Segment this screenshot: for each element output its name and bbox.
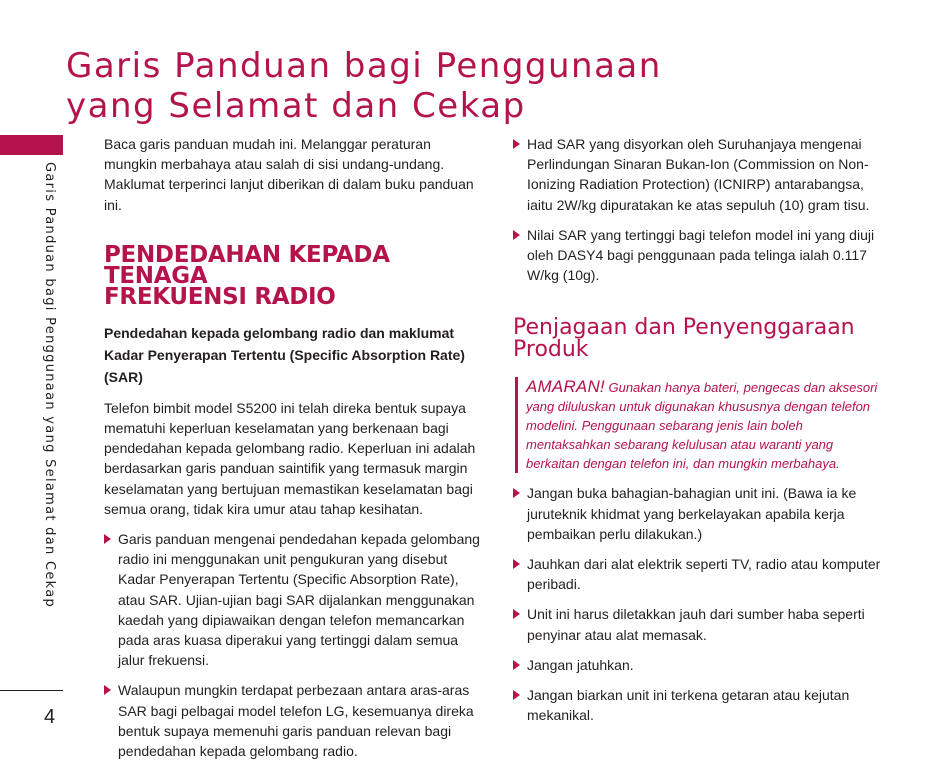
page-title <box>66 46 662 126</box>
list-item-text: Jangan jatuhkan. <box>527 656 634 673</box>
list-item-text: Nilai SAR yang tertinggi bagi telefon model ini yang diuji oleh DASY4 bagi penggunaan pada telinga ialah 0.117 W/kg (10g). <box>527 226 875 284</box>
list-item <box>513 554 883 594</box>
list-item-text: Jangan biarkan unit ini terkena getaran atau kejutan mekanikal. <box>527 687 850 724</box>
page-title-line-2: yang Selamat dan Cekap <box>66 86 526 126</box>
bullet-triangle-icon <box>513 690 520 700</box>
bullet-triangle-icon <box>513 139 520 149</box>
bullet-triangle-icon <box>513 559 520 569</box>
list-item-text: Jangan buka bahagian-bahagian unit ini. (Bawa ia ke juruteknik khidmat yang berkelayakan apabila kerja pembaikan perlu dilakukan.) <box>527 485 857 542</box>
sidebar-divider <box>0 690 63 691</box>
sar-bullet-list <box>513 134 883 285</box>
bullet-triangle-icon <box>104 685 111 695</box>
list-item <box>513 655 883 675</box>
intro-paragraph: Baca garis panduan mudah ini. Melanggar peraturan mungkin merbahaya atau salah di sisi undang-undang. Maklumat terperinci lanjut diberikan di dalam buku panduan ini. <box>104 136 474 213</box>
warning-label: AMARAN! <box>526 377 605 397</box>
rf-exposure-heading <box>104 241 484 310</box>
list-item <box>104 680 484 761</box>
rf-exposure-heading-line-1: PENDEDAHAN KEPADA TENAGA <box>104 241 390 289</box>
page-number: 4 <box>44 706 56 728</box>
list-item <box>513 225 883 286</box>
warning-box <box>515 377 883 473</box>
left-column <box>104 134 484 771</box>
bullet-triangle-icon <box>513 609 520 619</box>
list-item-text: Garis panduan mengenai pendedahan kepada gelombang radio ini menggunakan unit pengukuran yang disebut Kadar Penyerapan Tertentu (Specific Absorption Rate), atau SAR. Ujian-ujian bagi SAR dijalankan menggunakan kaedah yang dipiawaikan dengan telefon memancarkan pada aras kuasa diperakui yang tertinggi dalam semua jalur frekuensi. <box>118 531 480 669</box>
list-item <box>513 483 883 544</box>
rf-exposure-heading-line-2: FREKUENSI RADIO <box>104 283 336 310</box>
product-care-heading-line-1: Penjagaan dan Penyenggaraan <box>513 315 855 341</box>
list-item-text: Jauhkan dari alat elektrik seperti TV, radio atau komputer peribadi. <box>527 556 881 593</box>
right-column <box>513 134 883 735</box>
list-item <box>104 529 484 670</box>
list-item <box>513 134 883 215</box>
warning-text: Gunakan hanya bateri, pengecas dan aksesori yang diluluskan untuk digunakan khususnya dengan telefon modelini. Penggunaan sebarang jenis lain boleh mentaksahkan sebarang kelulusan atau waranti yang berkaitan dengan telefon ini, dan mungkin merbahaya. <box>526 380 878 472</box>
page-title-line-1: Garis Panduan bagi Penggunaan <box>66 46 662 86</box>
bullet-triangle-icon <box>513 488 520 498</box>
list-item-text: Walaupun mungkin terdapat perbezaan antara aras-aras SAR bagi pelbagai model telefon LG, kesemuanya direka bentuk supaya memenuhi garis panduan relevan bagi pendedahan kepada gelombang radio. <box>118 682 474 760</box>
list-item-text: Had SAR yang disyorkan oleh Suruhanjaya mengenai Perlindungan Sinaran Bukan-Ion (Commission on Non-Ionizing Radiation Protection) (ICNIRP) antarabangsa, iaitu 2W/kg dipuratakan ke atas sepuluh (10) gram tisu. <box>527 136 870 213</box>
bullet-triangle-icon <box>513 660 520 670</box>
list-item <box>513 685 883 725</box>
sidebar-vertical-title: Garis Panduan bagi Penggunaan yang Selamat dan Cekap <box>42 162 57 609</box>
care-bullet-list <box>513 483 883 725</box>
bullet-triangle-icon <box>513 230 520 240</box>
product-care-heading-line-2: Produk <box>513 337 589 363</box>
list-item <box>513 604 883 644</box>
left-bullet-list <box>104 529 484 761</box>
sar-subheading: Pendedahan kepada gelombang radio dan maklumat Kadar Penyerapan Tertentu (Specific Absorption Rate) (SAR) <box>104 324 465 385</box>
sidebar-accent-bar <box>0 135 63 155</box>
bullet-triangle-icon <box>104 534 111 544</box>
product-care-heading <box>513 317 883 361</box>
list-item-text: Unit ini harus diletakkan jauh dari sumber haba seperti penyinar atau alat memasak. <box>527 606 865 643</box>
compliance-paragraph: Telefon bimbit model S5200 ini telah direka bentuk supaya mematuhi keperluan keselamatan yang berkenaan bagi pendedahan kepada gelombang radio. Keperluan ini adalah berdasarkan garis panduan saintifik yang termasuk margin keselamatan yang bertujuan memastikan keselamatan bagi semua orang, tidak kira umur atau tahap kesihatan. <box>104 399 476 517</box>
